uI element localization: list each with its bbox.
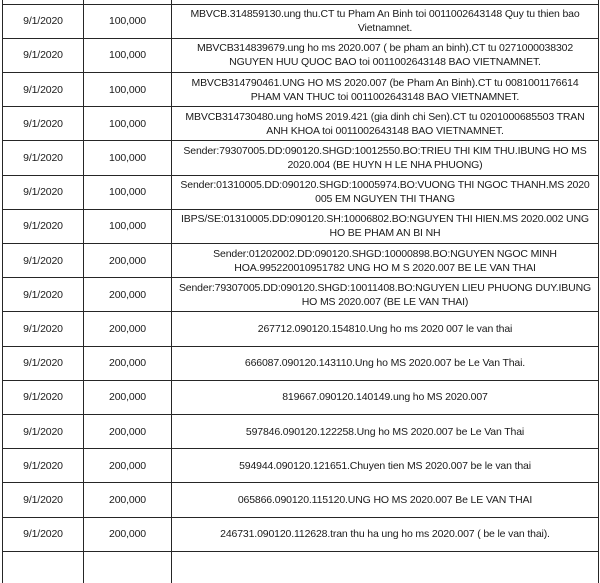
empty-cell	[172, 551, 599, 583]
amount-cell: 100,000	[84, 107, 172, 141]
description-cell: 819667.090120.140149.ung ho MS 2020.007	[172, 380, 599, 414]
amount-cell: 200,000	[84, 449, 172, 483]
amount-cell: 200,000	[84, 278, 172, 312]
amount-cell: 200,000	[84, 312, 172, 346]
amount-cell: 200,000	[84, 380, 172, 414]
transactions-table-body	[3, 0, 599, 583]
description-cell: 267712.090120.154810.Ung ho ms 2020 007 le van thai	[172, 312, 599, 346]
amount-cell: 100,000	[84, 175, 172, 209]
table-row	[3, 244, 599, 278]
table-row	[3, 141, 599, 175]
date-cell: 9/1/2020	[3, 38, 84, 72]
description-cell: Sender:79307005.DD:090120.SHGD:10011408.BO:NGUYEN LIEU PHUONG DUY.IBUNG HO MS 2020.007 (BE LE VAN THAI)	[172, 278, 599, 312]
date-cell: 9/1/2020	[3, 449, 84, 483]
description-cell: MBVCB314790461.UNG HO MS 2020.007 (be Pham An Binh).CT tu 0081001176614 PHAM VAN THUC toi 0011002643148 BAO VIETNAMNET.	[172, 73, 599, 107]
date-cell: 9/1/2020	[3, 175, 84, 209]
description-cell: 246731.090120.112628.tran thu ha ung ho ms 2020.007 ( be le van thai).	[172, 517, 599, 551]
table-row	[3, 38, 599, 72]
table-row	[3, 73, 599, 107]
table-row	[3, 209, 599, 243]
amount-cell: 200,000	[84, 244, 172, 278]
date-cell: 9/1/2020	[3, 4, 84, 38]
amount-cell: 100,000	[84, 38, 172, 72]
amount-cell: 200,000	[84, 517, 172, 551]
date-cell: 9/1/2020	[3, 346, 84, 380]
amount-cell: 100,000	[84, 4, 172, 38]
date-cell: 9/1/2020	[3, 73, 84, 107]
table-row	[3, 483, 599, 517]
date-cell: 9/1/2020	[3, 244, 84, 278]
table-row	[3, 380, 599, 414]
date-cell: 9/1/2020	[3, 483, 84, 517]
empty-cell	[84, 551, 172, 583]
table-row	[3, 175, 599, 209]
description-cell: 597846.090120.122258.Ung ho MS 2020.007 be Le Van Thai	[172, 414, 599, 448]
table-row	[3, 346, 599, 380]
description-cell: 065866.090120.115120.UNG HO MS 2020.007 Be LE VAN THAI	[172, 483, 599, 517]
description-cell: Sender:01202002.DD:090120.SHGD:10000898.BO:NGUYEN NGOC MINH HOA.995220010951782 UNG HO M S 2020.007 BE LE VAN THAI	[172, 244, 599, 278]
amount-cell: 200,000	[84, 346, 172, 380]
description-cell: 594944.090120.121651.Chuyen tien MS 2020.007 be le van thai	[172, 449, 599, 483]
date-cell: 9/1/2020	[3, 278, 84, 312]
date-cell: 9/1/2020	[3, 380, 84, 414]
amount-cell: 200,000	[84, 483, 172, 517]
date-cell: 9/1/2020	[3, 107, 84, 141]
description-cell: MBVCB.314859130.ung thu.CT tu Pham An Binh toi 0011002643148 Quy tu thien bao Vietnamnet.	[172, 4, 599, 38]
transactions-table	[2, 0, 599, 583]
table-row	[3, 312, 599, 346]
amount-cell: 100,000	[84, 209, 172, 243]
table-row	[3, 107, 599, 141]
description-cell: Sender:01310005.DD:090120.SHGD:10005974.BO:VUONG THI NGOC THANH.MS 2020 005 EM NGUYEN THI THANG	[172, 175, 599, 209]
table-row	[3, 517, 599, 551]
date-cell: 9/1/2020	[3, 517, 84, 551]
partial-row-bottom	[3, 551, 599, 583]
date-cell: 9/1/2020	[3, 141, 84, 175]
table-row	[3, 414, 599, 448]
table-row	[3, 278, 599, 312]
table-row	[3, 4, 599, 38]
date-cell: 9/1/2020	[3, 414, 84, 448]
description-cell: 666087.090120.143110.Ung ho MS 2020.007 be Le Van Thai.	[172, 346, 599, 380]
description-cell: Sender:79307005.DD:090120.SHGD:10012550.BO:TRIEU THI KIM THU.IBUNG HO MS 2020.004 (BE HUYN H LE NHA PHUONG)	[172, 141, 599, 175]
amount-cell: 100,000	[84, 73, 172, 107]
amount-cell: 200,000	[84, 414, 172, 448]
description-cell: MBVCB314730480.ung hoMS 2019.421 (gia dinh chi Sen).CT tu 0201000685503 TRAN ANH KHOA toi 0011002643148 BAO VIETNAMNET.	[172, 107, 599, 141]
description-cell: MBVCB314839679.ung ho ms 2020.007 ( be pham an binh).CT tu 0271000038302 NGUYEN HUU QUOC BAO toi 0011002643148 BAO VIETNAMNET.	[172, 38, 599, 72]
date-cell: 9/1/2020	[3, 209, 84, 243]
date-cell: 9/1/2020	[3, 312, 84, 346]
amount-cell: 100,000	[84, 141, 172, 175]
description-cell: IBPS/SE:01310005.DD:090120.SH:10006802.BO:NGUYEN THI HIEN.MS 2020.002 UNG HO BE PHAM AN BI NH	[172, 209, 599, 243]
empty-cell	[3, 551, 84, 583]
table-row	[3, 449, 599, 483]
